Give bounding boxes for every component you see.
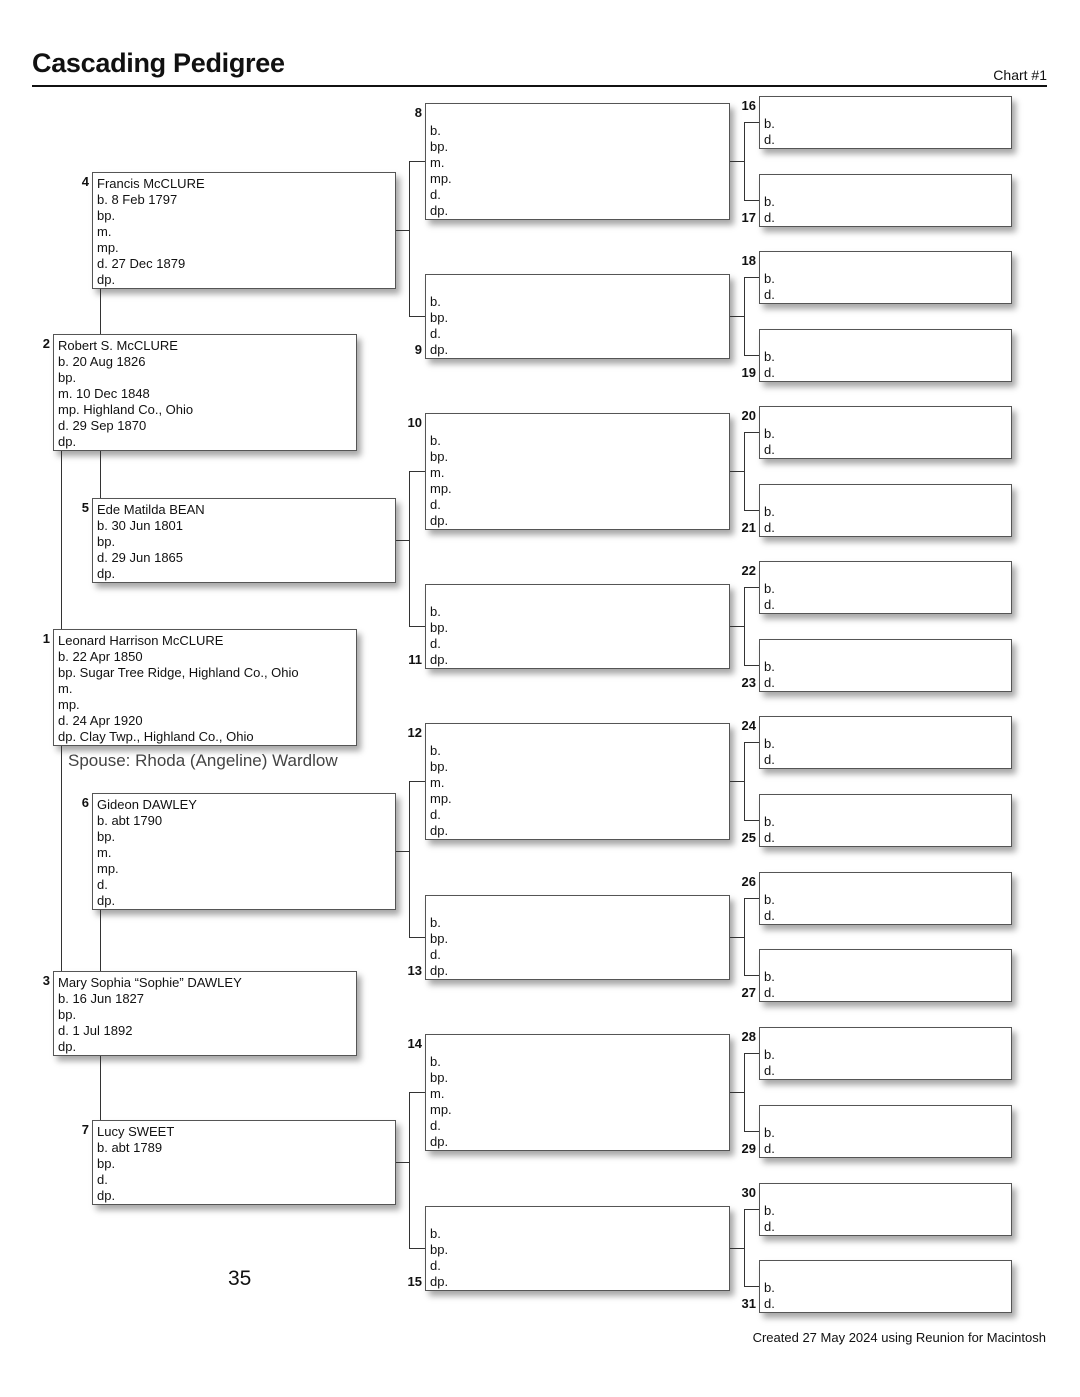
person-fact: m. 10 Dec 1848 xyxy=(58,386,150,401)
person-fact: b. xyxy=(764,736,775,751)
person-name: Robert S. McCLURE xyxy=(58,338,178,353)
person-box-18[interactable] xyxy=(759,251,1012,304)
person-number: 24 xyxy=(741,718,756,733)
person-fact: bp. Sugar Tree Ridge, Highland Co., Ohio xyxy=(58,665,299,680)
person-fact: dp. xyxy=(430,203,449,218)
person-number: 7 xyxy=(81,1122,89,1137)
person-fact: m. xyxy=(430,155,445,170)
person-fact: d. xyxy=(97,1172,108,1187)
person-number: 31 xyxy=(741,1296,756,1311)
person-name: Leonard Harrison McCLURE xyxy=(58,633,224,648)
person-fact: dp. xyxy=(97,1188,116,1203)
connector-line xyxy=(409,471,425,472)
person-number: 22 xyxy=(741,563,756,578)
person-fact: b. xyxy=(764,814,775,829)
person-fact: d. xyxy=(764,287,775,302)
person-fact: d. xyxy=(764,1296,775,1311)
person-box-10[interactable] xyxy=(425,413,730,530)
person-fact: d. xyxy=(430,187,441,202)
person-fact: dp. Clay Twp., Highland Co., Ohio xyxy=(58,729,254,744)
person-fact: dp. xyxy=(97,272,116,287)
person-fact: d. xyxy=(430,947,441,962)
connector-line xyxy=(409,781,425,782)
person-fact: d. xyxy=(764,1063,775,1078)
person-fact: dp. xyxy=(430,652,449,667)
person-fact: bp. xyxy=(97,208,116,223)
person-fact: b. abt 1790 xyxy=(97,813,163,828)
person-fact: d. xyxy=(430,326,441,341)
connector-line xyxy=(744,587,759,588)
connector-line xyxy=(744,1209,759,1210)
person-number: 1 xyxy=(42,631,50,646)
person-fact: b. xyxy=(764,426,775,441)
person-box-4[interactable] xyxy=(92,172,396,289)
connector-line xyxy=(409,1248,425,1249)
connector-line xyxy=(730,1092,744,1093)
person-number: 21 xyxy=(741,520,756,535)
person-box-22[interactable] xyxy=(759,561,1012,614)
person-fact: d. xyxy=(764,675,775,690)
connector-line xyxy=(744,587,745,665)
person-fact: dp. xyxy=(430,1134,449,1149)
person-fact: d. 1 Jul 1892 xyxy=(58,1023,133,1038)
person-fact: b. xyxy=(764,1125,775,1140)
connector-line xyxy=(744,742,759,743)
person-fact: d. xyxy=(430,1118,441,1133)
person-fact: m. xyxy=(430,1086,445,1101)
connector-line xyxy=(396,1162,409,1163)
person-fact: bp. xyxy=(97,829,116,844)
connector-line xyxy=(409,1092,425,1093)
person-number: 19 xyxy=(741,365,756,380)
connector-line xyxy=(744,1209,745,1286)
person-name xyxy=(764,255,1011,271)
person-fact: b. xyxy=(764,1047,775,1062)
person-box-24[interactable] xyxy=(759,716,1012,769)
person-fact: d. xyxy=(764,442,775,457)
person-fact: b. xyxy=(430,433,441,448)
person-number: 14 xyxy=(407,1036,422,1051)
person-fact: d. xyxy=(430,807,441,822)
person-fact: d. 24 Apr 1920 xyxy=(58,713,143,728)
connector-line xyxy=(744,432,745,510)
person-number: 15 xyxy=(407,1274,422,1289)
person-name: Gideon DAWLEY xyxy=(97,797,197,812)
connector-line xyxy=(744,510,759,511)
person-number: 5 xyxy=(81,500,89,515)
person-fact: dp. xyxy=(430,1274,449,1289)
person-fact: d. xyxy=(764,752,775,767)
person-fact: b. xyxy=(764,504,775,519)
person-box-28[interactable] xyxy=(759,1027,1012,1080)
person-name: Ede Matilda BEAN xyxy=(97,502,205,517)
person-fact: b. xyxy=(430,604,441,619)
person-fact: b. xyxy=(430,1226,441,1241)
person-name xyxy=(430,588,729,604)
person-number: 20 xyxy=(741,408,756,423)
person-fact: d. xyxy=(430,636,441,651)
connector-line xyxy=(744,277,759,278)
person-fact: mp. xyxy=(97,861,119,876)
person-box-8[interactable] xyxy=(425,103,730,220)
person-fact: dp. xyxy=(430,823,449,838)
person-fact: dp. xyxy=(58,1039,77,1054)
person-number: 9 xyxy=(414,342,422,357)
connector-line xyxy=(100,289,101,334)
person-box-12[interactable] xyxy=(425,723,730,840)
connector-line xyxy=(744,975,759,976)
person-fact: b. xyxy=(764,969,775,984)
person-box-29[interactable] xyxy=(759,1105,1012,1158)
footer-credit: Created 27 May 2024 using Reunion for Macintosh xyxy=(752,1330,1046,1345)
connector-line xyxy=(409,316,425,317)
person-name xyxy=(764,100,1011,116)
person-fact: b. 30 Jun 1801 xyxy=(97,518,184,533)
connector-line xyxy=(744,1053,745,1131)
person-fact: d. xyxy=(430,1258,441,1273)
person-fact: mp. xyxy=(430,481,452,496)
person-fact: d. xyxy=(764,210,775,225)
connector-line xyxy=(409,161,410,316)
person-fact: bp. xyxy=(58,1007,77,1022)
person-fact: d. xyxy=(764,520,775,535)
person-fact: bp. xyxy=(430,620,449,635)
person-fact: bp. xyxy=(430,310,449,325)
connector-line xyxy=(744,820,759,821)
person-fact: d. xyxy=(764,132,775,147)
person-fact: d. xyxy=(764,1141,775,1156)
person-fact: mp. Highland Co., Ohio xyxy=(58,402,194,417)
person-fact: mp. xyxy=(97,240,119,255)
person-box-27[interactable] xyxy=(759,949,1012,1002)
person-fact: mp. xyxy=(430,791,452,806)
person-fact: b. xyxy=(430,1054,441,1069)
person-fact: b. xyxy=(430,743,441,758)
person-fact: b. xyxy=(764,892,775,907)
connector-line xyxy=(744,1053,759,1054)
person-fact: d. xyxy=(97,877,108,892)
person-fact: b. 16 Jun 1827 xyxy=(58,991,145,1006)
person-number: 6 xyxy=(81,795,89,810)
person-name xyxy=(430,107,729,123)
connector-line xyxy=(730,937,744,938)
person-number: 4 xyxy=(81,174,89,189)
chart-number: Chart #1 xyxy=(993,67,1047,83)
person-name xyxy=(430,899,729,915)
person-box-3[interactable] xyxy=(53,971,357,1056)
person-number: 30 xyxy=(741,1185,756,1200)
person-box-13[interactable] xyxy=(425,895,730,980)
person-fact: m. xyxy=(430,465,445,480)
person-number: 23 xyxy=(741,675,756,690)
page-title: Cascading Pedigree xyxy=(32,48,285,78)
person-fact: b. xyxy=(764,1280,775,1295)
person-fact: bp. xyxy=(430,1242,449,1257)
person-box-30[interactable] xyxy=(759,1183,1012,1236)
person-fact: d. 29 Sep 1870 xyxy=(58,418,147,433)
connector-line xyxy=(744,122,745,200)
person-number: 11 xyxy=(408,652,422,667)
connector-line xyxy=(744,200,759,201)
connector-line xyxy=(744,1131,759,1132)
person-number: 16 xyxy=(741,98,756,113)
connector-line xyxy=(730,471,744,472)
person-fact: m. xyxy=(97,845,112,860)
person-number: 2 xyxy=(42,336,50,351)
connector-line xyxy=(744,665,759,666)
connector-line xyxy=(396,540,409,541)
person-box-19[interactable] xyxy=(759,329,1012,382)
person-number: 10 xyxy=(407,415,422,430)
person-fact: d. xyxy=(764,1219,775,1234)
person-number: 8 xyxy=(414,105,422,120)
person-fact: bp. xyxy=(430,139,449,154)
person-number: 29 xyxy=(741,1141,756,1156)
person-box-20[interactable] xyxy=(759,406,1012,459)
person-box-9[interactable] xyxy=(425,274,730,359)
person-name xyxy=(764,876,1011,892)
person-fact: b. xyxy=(764,271,775,286)
person-fact: d. xyxy=(764,908,775,923)
person-number: 27 xyxy=(741,985,756,1000)
person-fact: bp. xyxy=(430,931,449,946)
person-fact: b. xyxy=(764,116,775,131)
person-box-15[interactable] xyxy=(425,1206,730,1291)
person-box-11[interactable] xyxy=(425,584,730,669)
connector-line xyxy=(744,1286,759,1287)
connector-line xyxy=(730,781,744,782)
person-fact: d. xyxy=(764,985,775,1000)
connector-line xyxy=(409,161,425,162)
person-box-1[interactable] xyxy=(53,629,357,746)
person-fact: bp. xyxy=(97,1156,116,1171)
person-fact: d. 27 Dec 1879 xyxy=(97,256,186,271)
person-fact: dp. xyxy=(97,566,116,581)
person-box-14[interactable] xyxy=(425,1034,730,1151)
person-box-17[interactable] xyxy=(759,174,1012,227)
person-fact: dp. xyxy=(58,434,77,449)
spouse-label: Spouse: Rhoda (Angeline) Wardlow xyxy=(68,751,338,770)
person-name: Lucy SWEET xyxy=(97,1124,175,1139)
person-name xyxy=(764,565,1011,581)
person-fact: bp. xyxy=(97,534,116,549)
person-name xyxy=(764,720,1011,736)
person-fact: b. xyxy=(764,581,775,596)
person-name xyxy=(430,417,729,433)
person-box-16[interactable] xyxy=(759,96,1012,149)
person-name xyxy=(430,727,729,743)
connector-line xyxy=(409,626,425,627)
person-fact: m. xyxy=(97,224,112,239)
person-fact: dp. xyxy=(97,893,116,908)
person-name xyxy=(764,1031,1011,1047)
person-box-26[interactable] xyxy=(759,872,1012,925)
connector-line xyxy=(61,746,62,971)
person-fact: m. xyxy=(430,775,445,790)
person-fact: b. xyxy=(430,294,441,309)
person-fact: d. 29 Jun 1865 xyxy=(97,550,184,565)
person-name xyxy=(430,278,729,294)
person-fact: bp. xyxy=(58,370,77,385)
connector-line xyxy=(730,161,744,162)
person-fact: b. abt 1789 xyxy=(97,1140,163,1155)
person-box-23[interactable] xyxy=(759,639,1012,692)
person-fact: b. xyxy=(430,123,441,138)
connector-line xyxy=(744,122,759,123)
person-fact: b. 20 Aug 1826 xyxy=(58,354,146,369)
person-fact: b. xyxy=(764,349,775,364)
person-name xyxy=(430,1038,729,1054)
connector-line xyxy=(744,432,759,433)
connector-line xyxy=(744,898,745,975)
person-fact: b. 8 Feb 1797 xyxy=(97,192,178,207)
person-fact: b. xyxy=(430,915,441,930)
person-name: Mary Sophia “Sophie” DAWLEY xyxy=(58,975,242,990)
connector-line xyxy=(396,851,409,852)
person-number: 12 xyxy=(407,725,422,740)
person-box-31[interactable] xyxy=(759,1260,1012,1313)
connector-line xyxy=(744,277,745,355)
person-fact: d. xyxy=(764,830,775,845)
connector-line xyxy=(61,451,62,629)
connector-line xyxy=(100,910,101,971)
connector-line xyxy=(744,355,759,356)
connector-line xyxy=(409,471,410,626)
connector-line xyxy=(100,1056,101,1120)
person-name xyxy=(764,1187,1011,1203)
person-fact: mp. xyxy=(58,697,80,712)
person-fact: d. xyxy=(430,497,441,512)
page-number: 35 xyxy=(228,1267,252,1290)
connector-line xyxy=(730,1248,744,1249)
person-fact: bp. xyxy=(430,449,449,464)
person-fact: mp. xyxy=(430,1102,452,1117)
connector-line xyxy=(409,937,425,938)
person-fact: b. 22 Apr 1850 xyxy=(58,649,143,664)
person-number: 13 xyxy=(407,963,422,978)
person-number: 26 xyxy=(741,874,756,889)
person-number: 17 xyxy=(741,210,756,225)
connector-line xyxy=(100,451,101,498)
person-number: 3 xyxy=(42,973,50,988)
person-number: 28 xyxy=(741,1029,756,1044)
person-fact: b. xyxy=(764,659,775,674)
connector-line xyxy=(730,316,744,317)
connector-line xyxy=(409,781,410,937)
person-fact: dp. xyxy=(430,342,449,357)
person-box-5[interactable] xyxy=(92,498,396,583)
person-fact: dp. xyxy=(430,963,449,978)
person-fact: d. xyxy=(764,597,775,612)
connector-line xyxy=(730,626,744,627)
person-number: 25 xyxy=(741,830,756,845)
person-box-25[interactable] xyxy=(759,794,1012,847)
connector-line xyxy=(396,230,409,231)
person-fact: b. xyxy=(764,1203,775,1218)
person-fact: dp. xyxy=(430,513,449,528)
person-name xyxy=(430,1210,729,1226)
person-fact: b. xyxy=(764,194,775,209)
connector-line xyxy=(744,898,759,899)
connector-line xyxy=(409,1092,410,1248)
person-box-21[interactable] xyxy=(759,484,1012,537)
person-box-2[interactable] xyxy=(53,334,357,451)
person-fact: m. xyxy=(58,681,73,696)
person-fact: bp. xyxy=(430,759,449,774)
person-box-7[interactable] xyxy=(92,1120,396,1205)
person-name: Francis McCLURE xyxy=(97,176,205,191)
person-name xyxy=(764,410,1011,426)
person-number: 18 xyxy=(741,253,756,268)
person-fact: d. xyxy=(764,365,775,380)
person-fact: bp. xyxy=(430,1070,449,1085)
person-box-6[interactable] xyxy=(92,793,396,910)
connector-line xyxy=(744,742,745,820)
person-fact: mp. xyxy=(430,171,452,186)
title-rule xyxy=(32,85,1047,87)
